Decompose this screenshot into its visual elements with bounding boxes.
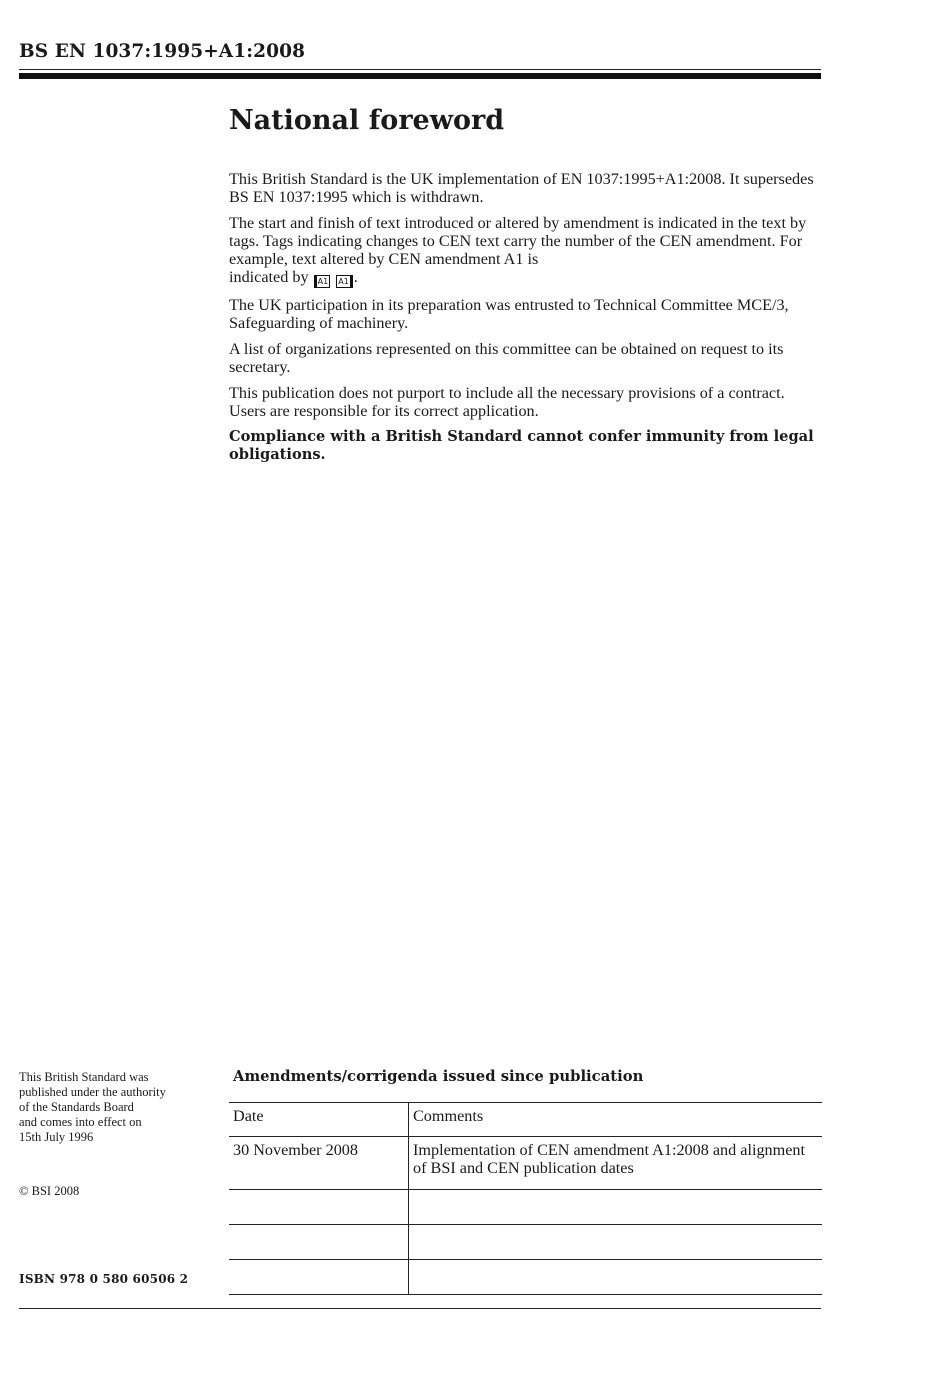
amendment-start-tag-icon: A1 (314, 275, 331, 288)
paragraph-tags: The start and finish of text introduced or altered by amendment is indicated in the text by tags. Tags indicating changes to CEN text carry the number of the CEN amendment. For example, text altered by CEN amendment A1 is indicated by A1 A1 . (229, 214, 807, 286)
paragraph-implementation: This British Standard is the UK implementation of EN 1037:1995+A1:2008. It supersedes BS EN 1037:1995 which is withdrawn. (229, 170, 814, 206)
publication-authority (19, 1070, 219, 1145)
authority-line: 15th July 1996 (19, 1130, 94, 1144)
compliance-statement: Compliance with a British Standard cannot confer immunity from legal obligations. (229, 428, 814, 463)
foreword-section (229, 103, 824, 472)
authority-line: This British Standard was (19, 1070, 149, 1084)
paragraph-committee: The UK participation in its preparation was entrusted to Technical Committee MCE/3, Safeguarding of machinery. (229, 296, 789, 332)
indicated-by-text: indicated by (229, 268, 309, 286)
table-row (229, 1190, 822, 1225)
table-row (229, 1225, 822, 1260)
table-header-row (229, 1103, 822, 1137)
table-row (229, 1137, 822, 1190)
document-code: BS EN 1037:1995+A1:2008 (19, 41, 306, 62)
empty-cell (229, 1190, 409, 1225)
table-row (229, 1260, 822, 1295)
footer-rule (19, 1308, 821, 1309)
header-rule-thick (19, 73, 821, 79)
amendment-end-tag-icon: A1 (336, 275, 353, 288)
paragraph-provisions: This publication does not purport to include all the necessary provisions of a contract. Users are responsible for its correct application. (229, 384, 785, 420)
paragraph-organizations: A list of organizations represented on this committee can be obtained on request to its secretary. (229, 340, 784, 376)
amendments-table (229, 1102, 822, 1295)
authority-line: of the Standards Board (19, 1100, 134, 1114)
isbn: ISBN 978 0 580 60506 2 (19, 1272, 189, 1286)
amendment-date: 30 November 2008 (229, 1137, 409, 1190)
authority-line: and comes into effect on (19, 1115, 142, 1129)
empty-cell (409, 1225, 823, 1260)
column-header-date: Date (229, 1103, 409, 1137)
empty-cell (229, 1260, 409, 1295)
authority-line: published under the authority (19, 1085, 166, 1099)
empty-cell (409, 1260, 823, 1295)
copyright-notice: © BSI 2008 (19, 1184, 80, 1198)
paragraph-tags-text: The start and finish of text introduced or altered by amendment is indicated in the text by tags. Tags indicating changes to CEN text carry the number of the CEN amendment. For example, text altered by CEN amendment A1 is (229, 214, 807, 268)
header-rule-thin (19, 69, 821, 70)
empty-cell (229, 1225, 409, 1260)
empty-cell (409, 1190, 823, 1225)
column-header-comments: Comments (409, 1103, 823, 1137)
page-title: National foreword (229, 105, 505, 136)
amendment-comment: Implementation of CEN amendment A1:2008 and alignment of BSI and CEN publication dates (409, 1137, 823, 1190)
amendments-title: Amendments/corrigenda issued since publication (233, 1068, 644, 1085)
